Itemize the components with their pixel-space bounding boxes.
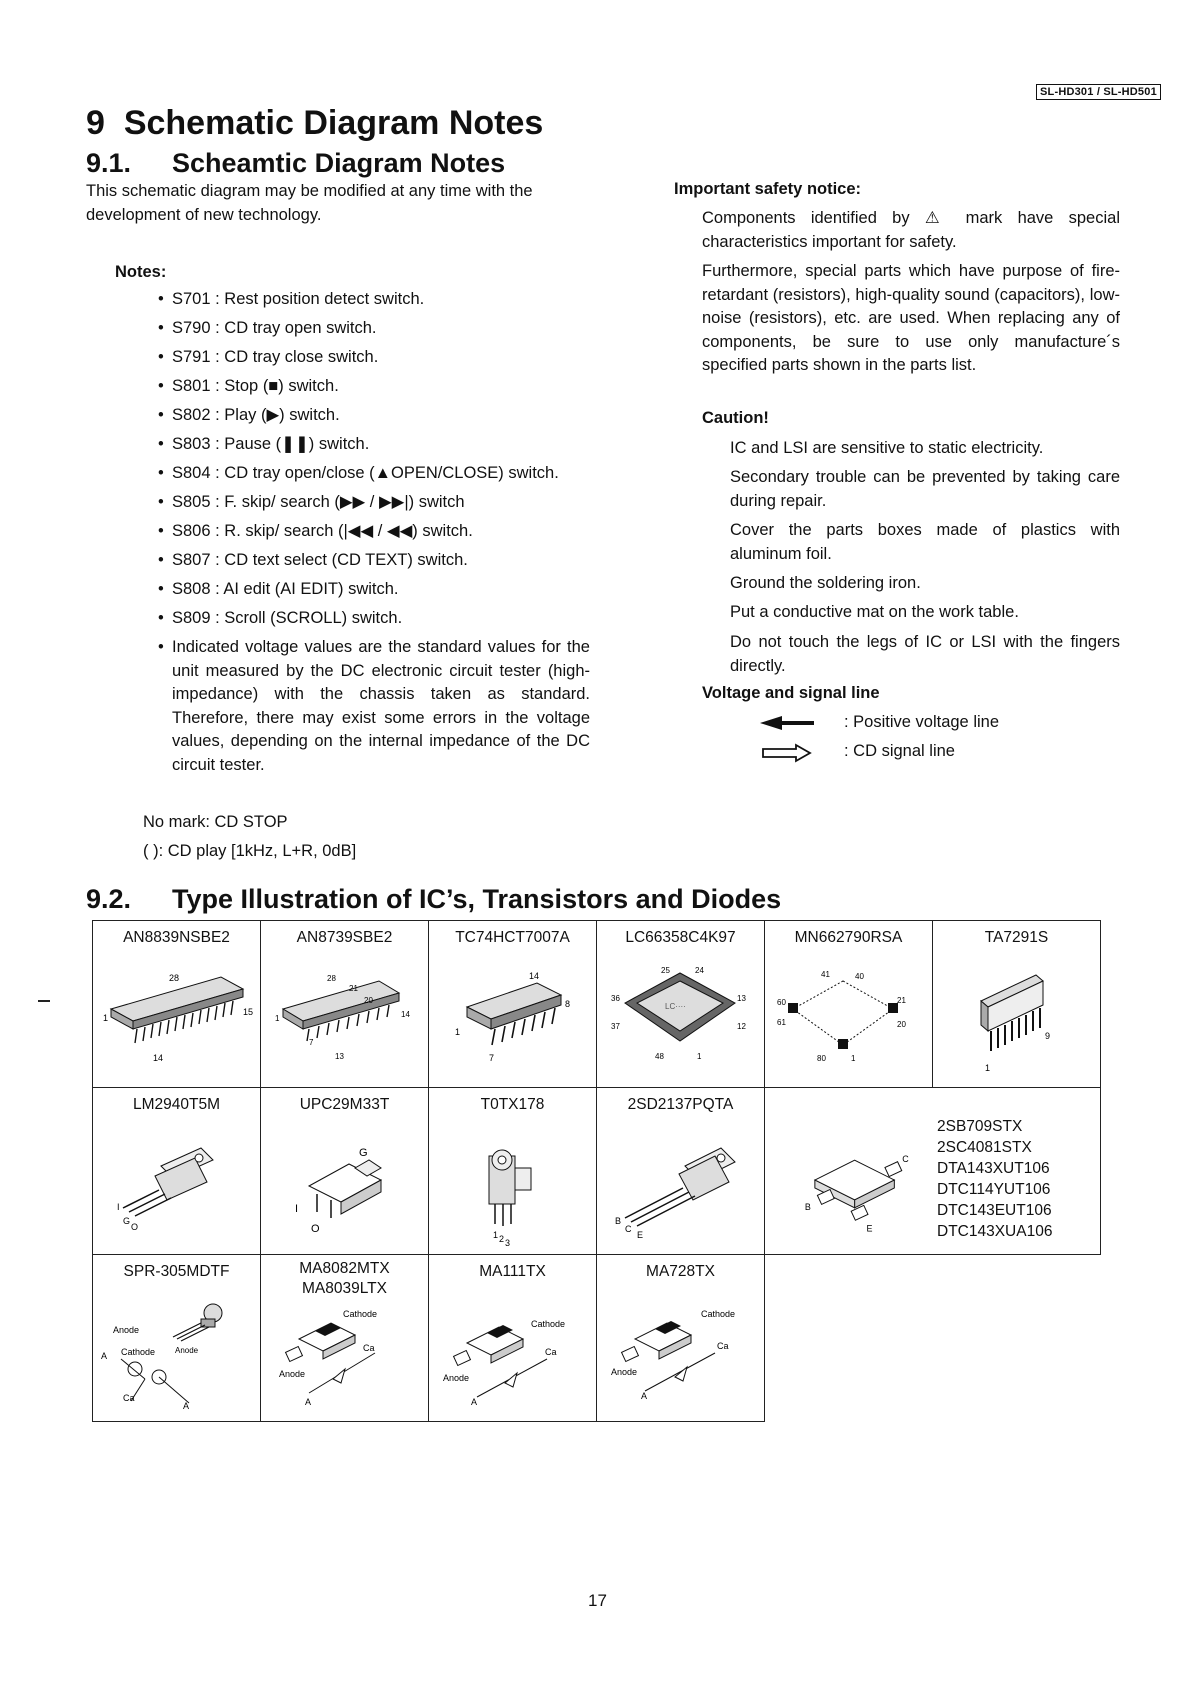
pin-label: 1 xyxy=(493,1230,499,1240)
part-label: 2SD2137PQTA xyxy=(627,1096,734,1113)
caution-item: Put a conductive mat on the work table. xyxy=(730,603,1019,621)
pin-label: 1 xyxy=(103,1013,109,1023)
pin-label: 60 xyxy=(777,998,786,1007)
safety-paragraph-1: Components identified by ⚠ mark have special characteristics important for safety. xyxy=(702,209,1120,251)
part-label: LM2940T5M xyxy=(132,1096,220,1113)
subsection-heading-9-1 xyxy=(86,148,505,179)
pin-label: 15 xyxy=(243,1007,254,1017)
pin-label: O xyxy=(131,1222,139,1232)
pin-label: G xyxy=(359,1147,368,1159)
part-cell xyxy=(261,1088,429,1255)
regulator-to220-icon xyxy=(101,1126,252,1246)
part-cell xyxy=(261,921,429,1088)
pin-label: Anode xyxy=(611,1367,638,1377)
list-item: DTA143XUT106 xyxy=(937,1160,1050,1177)
caution-item: IC and LSI are sensitive to static electricity. xyxy=(730,439,1044,457)
pin-label: 14 xyxy=(401,1010,410,1019)
title-text: Schematic Diagram Notes xyxy=(123,104,544,142)
pin-label: 20 xyxy=(364,996,373,1005)
pin-label: A xyxy=(471,1397,478,1407)
pin-label: 13 xyxy=(737,994,746,1003)
part-cell xyxy=(93,1088,261,1255)
list-item: • S808 : AI edit (AI EDIT) switch. xyxy=(158,578,590,602)
pin-label: 80 xyxy=(817,1054,826,1063)
pin-label: Cathode xyxy=(343,1309,378,1319)
part-cell xyxy=(429,1088,597,1255)
table-row xyxy=(93,921,1101,1088)
pin-label: 14 xyxy=(153,1053,164,1063)
pin-label: B xyxy=(804,1201,811,1212)
transistor-part-list xyxy=(937,1116,1052,1242)
list-item: • S803 : Pause (❚❚) switch. xyxy=(158,433,590,457)
pin-label: Ca xyxy=(363,1343,375,1353)
optical-transmitter-icon xyxy=(437,1126,588,1246)
page-number: 17 xyxy=(588,1591,607,1610)
pin-label: 28 xyxy=(169,973,180,983)
part-cell xyxy=(597,921,765,1088)
ic-sop28-icon xyxy=(269,959,420,1079)
notes-heading: Notes: xyxy=(115,263,167,281)
paren-note: ( ): CD play [1kHz, L+R, 0dB] xyxy=(143,842,357,860)
notes-list xyxy=(158,288,590,783)
part-name: MA8039LTX xyxy=(301,1280,387,1297)
pin-label: O xyxy=(311,1223,320,1235)
transistor-smd-icon xyxy=(795,1126,945,1246)
list-item: • S807 : CD text select (CD TEXT) switch. xyxy=(158,549,590,573)
pin-label: 1 xyxy=(455,1027,461,1037)
pin-label: 21 xyxy=(897,996,906,1005)
part-cell xyxy=(765,921,933,1088)
pin-label: 37 xyxy=(611,1022,620,1031)
pin-label: 1 xyxy=(851,1054,856,1063)
list-item: • S809 : Scroll (SCROLL) switch. xyxy=(158,607,590,631)
subsection-title: Scheamtic Diagram Notes xyxy=(172,148,506,178)
voltage-heading: Voltage and signal line xyxy=(702,684,880,702)
part-label: AN8839NSBE2 xyxy=(123,929,230,946)
pin-label: Cathode xyxy=(701,1309,736,1319)
pin-label: 13 xyxy=(335,1052,344,1061)
part-label: MA728TX xyxy=(646,1263,715,1280)
ic-sop14-icon xyxy=(437,959,588,1079)
pin-label: C xyxy=(902,1154,909,1165)
part-cell xyxy=(933,921,1101,1088)
caution-item: Ground the soldering iron. xyxy=(730,574,921,592)
subsection-title: Type Illustration of IC’s, Transistors and Diodes xyxy=(172,884,782,914)
list-item: DTC143EUT106 xyxy=(937,1202,1052,1219)
part-label: AN8739SBE2 xyxy=(296,929,393,946)
transistor-to220-icon xyxy=(605,1126,756,1246)
chip-logo-icon: LC···· xyxy=(665,1002,686,1011)
pin-label: Ca xyxy=(123,1393,135,1403)
pin-label: A xyxy=(305,1397,312,1407)
list-item: • S791 : CD tray close switch. xyxy=(158,346,590,370)
part-label: SPR-305MDTF xyxy=(123,1263,230,1280)
no-mark-note: No mark: CD STOP xyxy=(143,813,288,831)
pin-label: 12 xyxy=(737,1022,746,1031)
list-item: 2SB709STX xyxy=(937,1118,1023,1135)
part-label: MN662790RSA xyxy=(794,929,903,946)
part-cell xyxy=(429,1255,597,1422)
list-item: • S804 : CD tray open/close (▲OPEN/CLOSE) switch. xyxy=(158,462,590,486)
pin-label: A xyxy=(641,1391,648,1401)
pin-label: 25 xyxy=(661,966,670,975)
part-label: MA111TX xyxy=(479,1263,546,1280)
pin-label: 1 xyxy=(985,1063,991,1073)
part-cell-wide xyxy=(765,1088,1101,1255)
pin-label: Anode xyxy=(279,1369,306,1379)
diode-smd-icon xyxy=(269,1293,420,1413)
pin-label: I xyxy=(117,1202,120,1212)
pin-label: 48 xyxy=(655,1052,664,1061)
list-item: • Indicated voltage values are the standard values for the unit measured by the DC electronic circuit tester (high-impedance) with the chassis taken as standard. Therefore, there may exist some errors in the voltage values, depending on the internal impedance of the DC circuit tester. xyxy=(158,636,590,777)
pin-label: 8 xyxy=(565,999,571,1009)
part-cell xyxy=(597,1088,765,1255)
cd-signal-arrow-icon xyxy=(762,745,812,761)
list-item: • S801 : Stop (■) switch. xyxy=(158,375,590,399)
pin-label: 28 xyxy=(327,974,336,983)
pin-label: Cathode xyxy=(121,1347,156,1357)
pin-label: E xyxy=(866,1223,873,1234)
pin-label: Anode xyxy=(443,1373,470,1383)
pin-label: 9 xyxy=(1045,1031,1051,1041)
part-cell xyxy=(261,1255,429,1422)
part-label: TA7291S xyxy=(984,929,1049,946)
list-item: • S701 : Rest position detect switch. xyxy=(158,288,590,312)
part-label: T0TX178 xyxy=(480,1096,545,1113)
regulator-dpak-icon xyxy=(269,1126,420,1246)
pin-label: 41 xyxy=(821,970,830,979)
pin-label: I xyxy=(295,1203,299,1215)
pin-label: 36 xyxy=(611,994,620,1003)
pin-label: 2 xyxy=(499,1234,505,1244)
part-label: LC66358C4K97 xyxy=(625,929,736,946)
list-item: • S802 : Play (▶) switch. xyxy=(158,404,590,428)
pin-label: A xyxy=(101,1351,108,1361)
pin-label: C xyxy=(625,1224,632,1234)
part-cell xyxy=(429,921,597,1088)
intro-paragraph: This schematic diagram may be modified at any time with the development of new technology. xyxy=(86,182,533,224)
pin-label: 21 xyxy=(349,984,358,993)
pin-label: 7 xyxy=(309,1038,314,1047)
pin-label: G xyxy=(123,1216,131,1226)
pin-label: Anode xyxy=(175,1346,199,1355)
part-cell xyxy=(93,1255,261,1422)
diode-smd-icon xyxy=(605,1293,756,1413)
caution-item: Secondary trouble can be prevented by taking care during repair. xyxy=(730,468,1120,510)
empty-cell xyxy=(765,1255,1101,1422)
ic-sop28-icon xyxy=(101,959,252,1079)
list-item: DTC114YUT106 xyxy=(937,1181,1051,1198)
pin-label: 3 xyxy=(505,1238,511,1248)
list-item: DTC143XUA106 xyxy=(937,1223,1053,1240)
pin-label: 1 xyxy=(697,1052,702,1061)
pin-label: Ca xyxy=(717,1341,729,1351)
part-label: TC74HCT7007A xyxy=(455,929,570,946)
led-diode-icon xyxy=(101,1293,252,1413)
positive-voltage-arrow-icon xyxy=(760,716,816,730)
list-item: • S805 : F. skip/ search (▶▶ / ▶▶|) switch xyxy=(158,491,590,515)
page-title xyxy=(86,104,543,143)
pin-label: 7 xyxy=(489,1053,495,1063)
legend-cd-signal: : CD signal line xyxy=(844,742,955,760)
pin-label: E xyxy=(637,1230,644,1240)
part-name: MA8082MTX xyxy=(299,1260,390,1277)
safety-heading: Important safety notice: xyxy=(674,180,862,198)
caution-heading: Caution! xyxy=(702,409,769,427)
table-row xyxy=(93,1255,1101,1422)
ic-qfp48-icon xyxy=(605,959,756,1079)
subsection-number: 9.1. xyxy=(86,148,132,178)
part-cell xyxy=(93,921,261,1088)
pin-label: 40 xyxy=(855,972,864,981)
part-cell xyxy=(597,1255,765,1422)
list-item: 2SC4081STX xyxy=(937,1139,1032,1156)
pin-label: 20 xyxy=(897,1020,906,1029)
caution-item: Cover the parts boxes made of plastics with aluminum foil. xyxy=(730,521,1120,563)
pin-label: A xyxy=(183,1401,190,1411)
safety-paragraph-2: Furthermore, special parts which have purpose of fire-retardant (resistors), high-quality sound (capacitors), low-noise (resistors), etc. are used. When replacing any of components, be sure to use only manufacture´s specified parts shown in the parts list. xyxy=(702,262,1120,374)
pin-label: Cathode xyxy=(531,1319,566,1329)
parts-illustration-table xyxy=(92,920,1101,1422)
pin-label: 1 xyxy=(275,1014,280,1023)
list-item: • S806 : R. skip/ search (|◀◀ / ◀◀) switch. xyxy=(158,520,590,544)
pin-label: B xyxy=(615,1216,622,1226)
margin-mark xyxy=(38,1000,50,1002)
title-number: 9 xyxy=(86,104,105,142)
ic-sip9-icon xyxy=(941,959,1092,1079)
ic-qfp80-icon xyxy=(773,959,924,1079)
subsection-number: 9.2. xyxy=(86,884,132,914)
subsection-heading-9-2 xyxy=(86,884,781,915)
pin-label: 24 xyxy=(695,966,704,975)
legend-positive-voltage: : Positive voltage line xyxy=(844,713,1000,731)
list-item: • S790 : CD tray open switch. xyxy=(158,317,590,341)
pin-label: 61 xyxy=(777,1018,786,1027)
table-row xyxy=(93,1088,1101,1255)
model-number-badge: SL-HD301 / SL-HD501 xyxy=(1036,84,1161,100)
pin-label: Ca xyxy=(545,1347,557,1357)
caution-item: Do not touch the legs of IC or LSI with the fingers directly. xyxy=(730,633,1120,675)
pin-label: Anode xyxy=(113,1325,140,1335)
diode-smd-icon xyxy=(437,1293,588,1413)
part-label: UPC29M33T xyxy=(299,1096,390,1113)
pin-label: 14 xyxy=(529,971,540,981)
